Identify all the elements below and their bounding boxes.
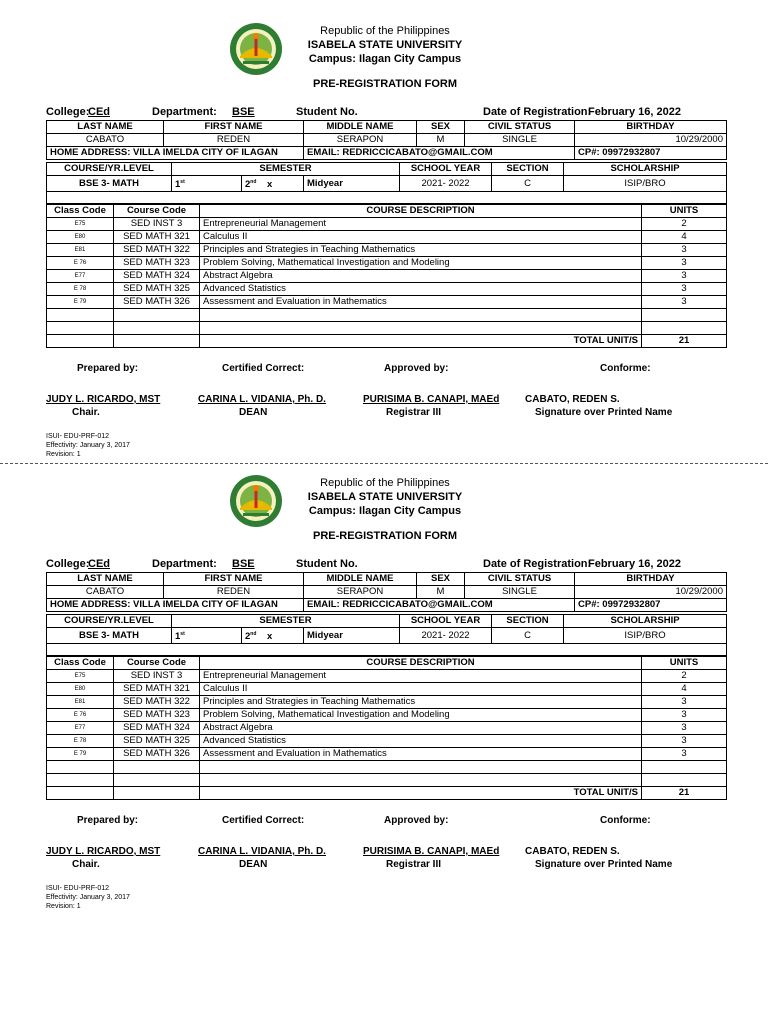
republic-label: Republic of the Philippines [320,477,450,489]
form-effectivity: Effectivity: January 3, 2017 [46,442,130,449]
department-value: BSE [232,558,255,570]
sex-value: M [417,586,465,599]
cp-cell [575,147,727,160]
conforme-title: Signature over Printed Name [535,407,673,418]
spacer-row [47,644,727,656]
email-label: EMAIL: [307,147,340,158]
conforme-label: Conforme: [600,363,651,374]
semester-header: SEMESTER [172,615,400,628]
class-code-cell: E 79 [47,748,114,761]
cp-label: CP#: [578,599,600,610]
blank-cell [200,761,642,774]
description-cell: Entrepreneurial Management [200,218,642,231]
description-cell: Assessment and Evaluation in Mathematics [200,296,642,309]
sex-header: SEX [417,573,465,586]
form-effectivity: Effectivity: January 3, 2017 [46,894,130,901]
approved-name: PURISIMA B. CANAPI, MAEd [363,846,500,857]
middle-name-value: SERAPON [304,134,417,147]
scholarship-value: ISIP/BRO [564,176,727,192]
form-copy-2 [0,452,768,910]
midyear-cell: Midyear [304,176,400,192]
total-units-label: TOTAL UNIT/S [200,787,642,800]
blank-cell [642,322,727,335]
units-cell: 3 [642,748,727,761]
cp-value: 09972932807 [602,147,661,158]
class-code-cell: E77 [47,270,114,283]
sem-second [242,628,304,644]
approved-label: Approved by: [384,363,449,374]
description-header: COURSE DESCRIPTION [200,205,642,218]
civil-status-header: CIVIL STATUS [465,573,575,586]
sem-second-sup: nd [250,179,257,185]
spacer-row [47,192,727,204]
course-header: COURSE/YR.LEVEL [47,163,172,176]
school-year-value: 2021- 2022 [400,628,492,644]
enrollment-table [46,162,727,204]
blank-cell [114,787,200,800]
certified-name: CARINA L. VIDANIA, Ph. D. [198,846,326,857]
course-row [47,735,727,748]
cp-value: 09972932807 [602,599,661,610]
sem-first-sup: st [180,631,185,637]
units-cell: 3 [642,296,727,309]
birthday-value: 10/29/2000 [575,586,727,599]
student-info-table [46,572,727,612]
units-cell: 3 [642,696,727,709]
description-cell: Principles and Strategies in Teaching Mathematics [200,244,642,257]
blank-cell [114,309,200,322]
school-year-header: SCHOOL YEAR [400,163,492,176]
prepared-title: Chair. [72,859,100,870]
blank-cell [47,774,114,787]
course-row [47,270,727,283]
middle-name-header: MIDDLE NAME [304,121,417,134]
civil-status-value: SINGLE [465,586,575,599]
class-code-cell: E 79 [47,296,114,309]
section-value: C [492,176,564,192]
approved-title: Registrar III [386,407,442,418]
prepared-name: JUDY L. RICARDO, MST [46,394,161,405]
date-label: Date of Registration: [483,106,592,118]
section-value: C [492,628,564,644]
cp-cell [575,599,727,612]
info-line [46,106,726,119]
prepared-label: Prepared by: [77,815,139,826]
blank-cell [642,309,727,322]
last-name-value: CABATO [47,134,164,147]
course-code-cell: SED INST 3 [114,218,200,231]
student-info-table [46,120,727,160]
university-logo [229,22,283,76]
description-cell: Abstract Algebra [200,270,642,283]
blank-cell [200,322,642,335]
prepared-label: Prepared by: [77,363,139,374]
college-value: CEd [88,558,110,570]
department-label: Department: [152,106,217,118]
form-copy-1 [0,0,768,458]
description-cell: Advanced Statistics [200,735,642,748]
university-name: ISABELA STATE UNIVERSITY [307,39,463,51]
course-code-cell: SED MATH 325 [114,283,200,296]
prepared-title: Chair. [72,407,100,418]
course-header: COURSE/YR.LEVEL [47,615,172,628]
sem-second-mark: x [266,631,273,643]
last-name-value: CABATO [47,586,164,599]
units-cell: 3 [642,257,727,270]
birthday-value: 10/29/2000 [575,134,727,147]
course-row [47,244,727,257]
campus-name: Campus: Ilagan City Campus [308,53,462,65]
course-code-header: Course Code [114,205,200,218]
section-header: SECTION [492,615,564,628]
middle-name-value: SERAPON [304,586,417,599]
blank-cell [47,761,114,774]
home-address-cell [47,599,304,612]
class-code-cell: E81 [47,244,114,257]
sem-second-mark: x [266,179,273,191]
total-units-value: 21 [642,335,727,348]
course-value: BSE 3- MATH [47,176,172,192]
sem-second-sup: nd [250,631,257,637]
course-code-header: Course Code [114,657,200,670]
sem-second [242,176,304,192]
department-label: Department: [152,558,217,570]
home-address-value: VILLA IMELDA CITY OF ILAGAN [133,599,278,610]
units-cell: 4 [642,683,727,696]
blank-cell [114,322,200,335]
first-name-value: REDEN [164,134,304,147]
units-cell: 4 [642,231,727,244]
first-name-value: REDEN [164,586,304,599]
enrollment-table [46,614,727,656]
sem-first [172,628,242,644]
class-code-cell: E 78 [47,283,114,296]
certified-title: DEAN [239,407,268,418]
university-name: ISABELA STATE UNIVERSITY [307,491,463,503]
home-address-label: HOME ADDRESS: [50,599,131,610]
description-cell: Calculus II [200,683,642,696]
course-code-cell: SED INST 3 [114,670,200,683]
form-footer [46,884,130,911]
approved-title: Registrar III [386,859,442,870]
sem-second-num: 2 [245,179,251,191]
blank-cell [200,774,642,787]
course-row [47,231,727,244]
blank-cell [47,309,114,322]
form-title: PRE-REGISTRATION FORM [312,530,457,542]
certified-label: Certified Correct: [222,815,305,826]
school-year-header: SCHOOL YEAR [400,615,492,628]
scholarship-header: SCHOLARSHIP [564,163,727,176]
course-value: BSE 3- MATH [47,628,172,644]
first-name-header: FIRST NAME [164,573,304,586]
home-address-label: HOME ADDRESS: [50,147,131,158]
campus-name: Campus: Ilagan City Campus [308,505,462,517]
units-cell: 3 [642,244,727,257]
midyear-cell: Midyear [304,628,400,644]
description-cell: Abstract Algebra [200,722,642,735]
university-logo [229,474,283,528]
course-row [47,722,727,735]
blank-cell [47,787,114,800]
sem-first-num: 1 [175,631,181,643]
class-code-cell: E81 [47,696,114,709]
description-cell: Entrepreneurial Management [200,670,642,683]
cp-label: CP#: [578,147,600,158]
class-code-cell: E 78 [47,735,114,748]
form-title: PRE-REGISTRATION FORM [312,78,457,90]
home-address-value: VILLA IMELDA CITY OF ILAGAN [133,147,278,158]
units-cell: 3 [642,709,727,722]
sex-value: M [417,134,465,147]
description-cell: Advanced Statistics [200,283,642,296]
first-name-header: FIRST NAME [164,121,304,134]
course-code-cell: SED MATH 321 [114,231,200,244]
units-cell: 3 [642,283,727,296]
course-row [47,696,727,709]
course-code-cell: SED MATH 326 [114,296,200,309]
scholarship-header: SCHOLARSHIP [564,615,727,628]
college-label: College: [46,558,90,570]
course-row [47,709,727,722]
courses-table [46,656,727,800]
student-no-label: Student No. [296,106,358,118]
last-name-header: LAST NAME [47,573,164,586]
class-code-header: Class Code [47,657,114,670]
description-cell: Calculus II [200,231,642,244]
course-row [47,283,727,296]
course-row [47,296,727,309]
section-header: SECTION [492,163,564,176]
description-cell: Problem Solving, Mathematical Investigation and Modeling [200,709,642,722]
conforme-name: CABATO, REDEN S. [525,394,620,405]
units-header: UNITS [642,205,727,218]
class-code-cell: E75 [47,670,114,683]
course-row [47,257,727,270]
sex-header: SEX [417,121,465,134]
blank-cell [114,335,200,348]
last-name-header: LAST NAME [47,121,164,134]
college-label: College: [46,106,90,118]
birthday-header: BIRTHDAY [575,121,727,134]
course-code-cell: SED MATH 323 [114,709,200,722]
republic-label: Republic of the Philippines [320,25,450,37]
date-label: Date of Registration: [483,558,592,570]
birthday-header: BIRTHDAY [575,573,727,586]
approved-name: PURISIMA B. CANAPI, MAEd [363,394,500,405]
course-row [47,670,727,683]
middle-name-header: MIDDLE NAME [304,573,417,586]
conforme-title: Signature over Printed Name [535,859,673,870]
class-code-cell: E80 [47,683,114,696]
department-value: BSE [232,106,255,118]
courses-table [46,204,727,348]
units-cell: 2 [642,218,727,231]
blank-cell [642,774,727,787]
form-code: ISUI- EDU-PRF-012 [46,433,110,440]
blank-cell [642,761,727,774]
course-code-cell: SED MATH 322 [114,244,200,257]
total-units-label: TOTAL UNIT/S [200,335,642,348]
blank-cell [114,774,200,787]
form-code: ISUI- EDU-PRF-012 [46,885,110,892]
course-code-cell: SED MATH 325 [114,735,200,748]
description-header: COURSE DESCRIPTION [200,657,642,670]
course-code-cell: SED MATH 322 [114,696,200,709]
sem-first-sup: st [180,179,185,185]
email-cell [304,599,575,612]
course-code-cell: SED MATH 321 [114,683,200,696]
class-code-header: Class Code [47,205,114,218]
conforme-label: Conforme: [600,815,651,826]
description-cell: Problem Solving, Mathematical Investigation and Modeling [200,257,642,270]
sem-second-num: 2 [245,631,251,643]
school-year-value: 2021- 2022 [400,176,492,192]
certified-name: CARINA L. VIDANIA, Ph. D. [198,394,326,405]
info-line [46,558,726,571]
date-value: February 16, 2022 [588,558,681,570]
units-header: UNITS [642,657,727,670]
course-row [47,683,727,696]
course-code-cell: SED MATH 326 [114,748,200,761]
sem-first [172,176,242,192]
college-value: CEd [88,106,110,118]
course-row [47,748,727,761]
sem-first-num: 1 [175,179,181,191]
email-label: EMAIL: [307,599,340,610]
civil-status-header: CIVIL STATUS [465,121,575,134]
form-revision: Revision: 1 [46,903,81,910]
prepared-name: JUDY L. RICARDO, MST [46,846,161,857]
units-cell: 3 [642,722,727,735]
class-code-cell: E77 [47,722,114,735]
conforme-name: CABATO, REDEN S. [525,846,620,857]
total-units-value: 21 [642,787,727,800]
email-cell [304,147,575,160]
certified-title: DEAN [239,859,268,870]
units-cell: 3 [642,270,727,283]
blank-cell [47,335,114,348]
email-value: REDRICCICABATO@GMAIL.COM [342,599,493,610]
email-value: REDRICCICABATO@GMAIL.COM [342,147,493,158]
approved-label: Approved by: [384,815,449,826]
class-code-cell: E 76 [47,709,114,722]
class-code-cell: E75 [47,218,114,231]
date-value: February 16, 2022 [588,106,681,118]
blank-cell [114,761,200,774]
certified-label: Certified Correct: [222,363,305,374]
description-cell: Assessment and Evaluation in Mathematics [200,748,642,761]
class-code-cell: E 76 [47,257,114,270]
class-code-cell: E80 [47,231,114,244]
units-cell: 3 [642,735,727,748]
student-no-label: Student No. [296,558,358,570]
blank-cell [47,322,114,335]
scholarship-value: ISIP/BRO [564,628,727,644]
form-revision: Revision: 1 [46,451,81,458]
course-code-cell: SED MATH 324 [114,270,200,283]
civil-status-value: SINGLE [465,134,575,147]
description-cell: Principles and Strategies in Teaching Mathematics [200,696,642,709]
blank-cell [200,309,642,322]
course-code-cell: SED MATH 324 [114,722,200,735]
units-cell: 2 [642,670,727,683]
course-code-cell: SED MATH 323 [114,257,200,270]
semester-header: SEMESTER [172,163,400,176]
course-row [47,218,727,231]
home-address-cell [47,147,304,160]
